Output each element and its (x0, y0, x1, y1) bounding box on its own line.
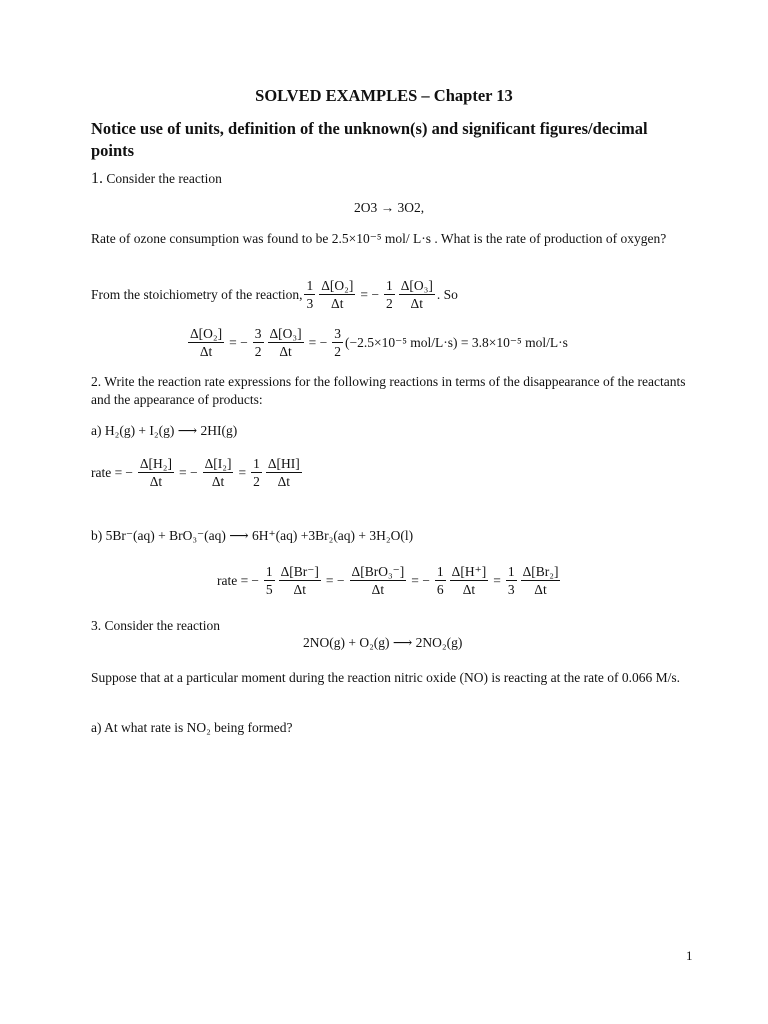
numerator: 1 (385, 278, 393, 293)
numerator: 3 (254, 326, 262, 341)
stoich-lead: From the stoichiometry of the reaction, (91, 286, 303, 302)
numerator: 1 (253, 456, 260, 471)
fraction (521, 564, 561, 597)
q1-reaction: 2O3 → 3O2, (354, 200, 425, 215)
q1-stoichiometry-line (91, 278, 458, 311)
numerator: 1 (306, 278, 314, 293)
fraction (304, 278, 315, 311)
denominator: Δt (293, 582, 306, 597)
fraction (384, 278, 395, 311)
numerator: 1 (436, 564, 444, 579)
numerator: Δ[Br₂] (522, 564, 559, 579)
q3-reaction: 2NO(g) + O₂(g) ⟶ 2NO₂(g) (303, 635, 463, 650)
denominator: 3 (507, 582, 515, 597)
denominator: 6 (436, 582, 444, 597)
numerator: Δ[BrO₃⁻] (351, 564, 405, 579)
fraction (251, 456, 262, 489)
denominator: Δt (534, 582, 547, 597)
numerator: Δ[I₂] (204, 456, 232, 471)
fraction (435, 564, 446, 597)
stoich-tail: . So (436, 286, 458, 302)
denominator: 2 (385, 296, 393, 311)
numerator: Δ[Br⁻] (280, 564, 319, 579)
numerator: Δ[H⁺] (451, 564, 487, 579)
q2a-rate-expression (91, 456, 304, 489)
q2a-reaction: a) H₂(g) + I₂(g) ⟶ 2HI(g) (91, 423, 238, 438)
rate-label: rate = (217, 572, 249, 588)
operator: = − (308, 334, 328, 350)
question-number: 1. (91, 170, 103, 187)
numerator: 3 (334, 326, 341, 341)
operator: = − (360, 286, 379, 302)
question-prompt: Consider the reaction (106, 171, 222, 186)
numerator: Δ[O₂] (321, 278, 354, 293)
denominator: Δt (211, 474, 225, 489)
denominator: 5 (265, 582, 273, 597)
rate-label: rate = (91, 464, 123, 480)
fraction (188, 326, 224, 359)
question-3-prompt: 3. Consider the reaction (91, 618, 220, 633)
denominator: Δt (331, 296, 344, 311)
numerator: Δ[O₃] (400, 278, 433, 293)
denominator: 2 (334, 344, 341, 359)
fraction (450, 564, 489, 597)
numerator: Δ[H₂] (139, 456, 172, 471)
q3a-question: a) At what rate is NO₂ being formed? (91, 720, 293, 735)
operator: = − (325, 572, 345, 588)
page-title: SOLVED EXAMPLES – Chapter 13 (255, 86, 513, 105)
fraction (319, 278, 355, 311)
denominator: Δt (462, 582, 476, 597)
operator: − (251, 572, 259, 588)
question-1-prompt (91, 170, 222, 188)
fraction (268, 326, 304, 359)
fraction (279, 564, 321, 597)
q3-text: Suppose that at a particular moment during the reaction nitric oxide (NO) is reacting at the rate of 0.066 M/s. (91, 670, 680, 685)
operator: − (125, 464, 133, 480)
q1-rate-text: Rate of ozone consumption was found to be 2.5×10⁻⁵ mol/ L·s . What is the rate of production of oxygen? (91, 231, 667, 246)
numerator: 1 (265, 564, 273, 579)
question-2-prompt: 2. Write the reaction rate expressions for the following reactions in terms of the disappearance of the reactants and the appearance of products: (91, 374, 686, 407)
numerator: Δ[O₃] (269, 326, 302, 341)
operator: = − (178, 464, 198, 480)
q2b-rate-expression (217, 564, 562, 597)
page-number: 1 (686, 948, 693, 963)
denominator: 2 (253, 474, 260, 489)
denominator: 2 (254, 344, 262, 359)
denominator: Δt (410, 296, 423, 311)
fraction (506, 564, 517, 597)
denominator: 3 (306, 296, 314, 311)
q1-result-equation (186, 326, 568, 359)
operator: = − (411, 572, 430, 588)
denominator: Δt (277, 474, 291, 489)
result-tail: (−2.5×10⁻⁵ mol/L·s) = 3.8×10⁻⁵ mol/L·s (345, 334, 568, 350)
fraction (266, 456, 302, 489)
q2b-reaction: b) 5Br⁻(aq) + BrO₃⁻(aq) ⟶ 6H⁺(aq) +3Br₂(aq) + 3H₂O(l) (91, 528, 414, 543)
operator: = (493, 572, 501, 588)
denominator: Δt (279, 344, 292, 359)
fraction (138, 456, 174, 489)
fraction (350, 564, 407, 597)
denominator: Δt (149, 474, 163, 489)
fraction (399, 278, 435, 311)
operator: = (238, 464, 247, 480)
fraction (253, 326, 264, 359)
section-heading: Notice use of units, definition of the unknown(s) and significant figures/decimal points (91, 119, 648, 160)
fraction (332, 326, 343, 359)
denominator: Δt (199, 344, 213, 359)
numerator: Δ[O₂] (190, 326, 223, 341)
fraction (264, 564, 275, 597)
fraction (203, 456, 234, 489)
denominator: Δt (371, 582, 385, 597)
numerator: Δ[HI] (267, 456, 300, 471)
operator: = − (229, 334, 248, 350)
numerator: 1 (507, 564, 515, 579)
